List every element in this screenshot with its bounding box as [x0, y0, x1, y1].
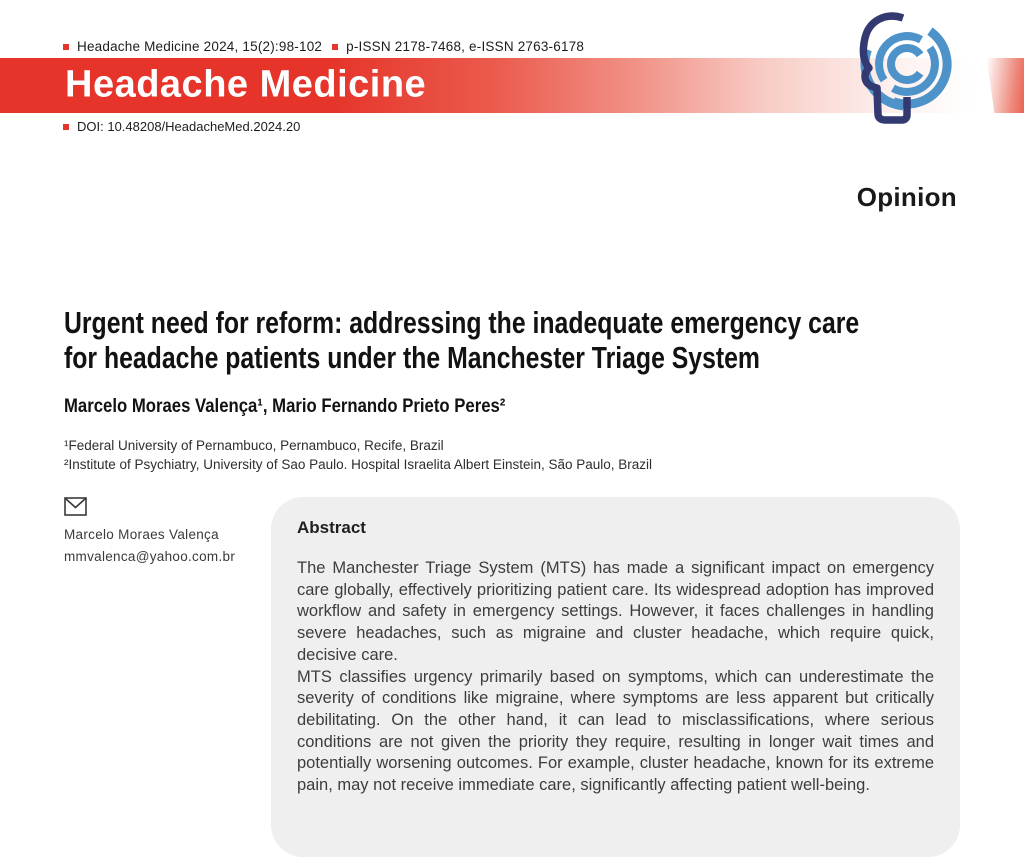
abstract-body: [297, 558, 934, 797]
affiliation-line: ¹Federal University of Pernambuco, Pernambuco, Recife, Brazil: [64, 438, 444, 453]
journal-issn: p-ISSN 2178-7468, e-ISSN 2763-6178: [346, 39, 585, 54]
abstract-heading: Abstract: [297, 518, 366, 537]
email-envelope-icon: [64, 497, 87, 516]
red-square-bullet-icon: [332, 44, 338, 50]
article-category: Opinion: [856, 182, 957, 212]
abstract-paragraph: MTS classifies urgency primarily based on symptoms, which can underestimate the severity of conditions like migraine, where symptoms are less apparent but critically debilitating. On the other hand, it can lead to misclassifications, where serious conditions are not given the priority they require, resulting in longer wait times and potentially worsening outcomes. For example, cluster headache, known for its extreme pain, may not receive immediate care, significantly affecting patient well-being.: [297, 667, 934, 795]
journal-name: Headache Medicine: [65, 63, 427, 106]
journal-meta-line: [63, 39, 584, 54]
doi-line: [63, 119, 300, 134]
article-affiliations: [64, 437, 652, 474]
journal-citation: Headache Medicine 2024, 15(2):98-102: [77, 39, 323, 54]
logo-letter-c-icon: [891, 48, 920, 80]
article-title-line: Urgent need for reform: addressing the inadequate emergency care: [64, 305, 860, 340]
article-authors: Marcelo Moraes Valença¹, Mario Fernando Prieto Peres²: [64, 396, 506, 417]
correspondence-name: Marcelo Moraes Valença: [64, 527, 219, 542]
article-title-line: for headache patients under the Manchester Triage System: [64, 340, 760, 375]
red-square-bullet-icon: [63, 124, 69, 130]
correspondence-block: [64, 497, 264, 566]
red-square-bullet-icon: [63, 44, 69, 50]
abstract-section: [271, 497, 960, 857]
affiliation-line: ²Institute of Psychiatry, University of Sao Paulo. Hospital Israelita Albert Einstein, São Paulo, Brazil: [64, 456, 653, 472]
article-title: [64, 305, 859, 375]
journal-logo: [845, 5, 975, 135]
article-doi: DOI: 10.48208/HeadacheMed.2024.20: [77, 119, 301, 134]
abstract-paragraph: The Manchester Triage System (MTS) has made a significant impact on emergency care globally, effectively prioritizing patient care. Its widespread adoption has improved workflow and safety in emergency settings. However, it faces challenges in handling severe headaches, such as migraine and cluster headache, which require quick, decisive care.: [297, 559, 934, 664]
correspondence-email-link[interactable]: mmvalenca@yahoo.com.br: [64, 549, 236, 564]
